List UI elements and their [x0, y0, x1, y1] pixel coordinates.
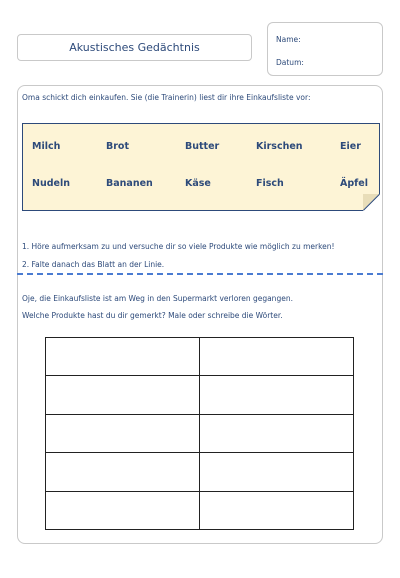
- list-item: Käse: [185, 178, 211, 189]
- worksheet-title: Akustisches Gedächtnis: [17, 34, 252, 61]
- answer-cell[interactable]: [46, 376, 200, 414]
- list-item: Bananen: [106, 178, 153, 189]
- answer-grid: [45, 337, 354, 530]
- question-line-2: Welche Produkte hast du dir gemerkt? Male oder schreibe die Wörter.: [22, 311, 283, 320]
- question-line-1: Oje, die Einkaufsliste ist am Weg in den Supermarkt verloren gegangen.: [22, 294, 293, 303]
- list-item: Äpfel: [340, 178, 368, 189]
- folded-corner-icon: [363, 194, 380, 211]
- shopping-list-note: [22, 123, 380, 211]
- instruction-2: 2. Falte danach das Blatt an der Linie.: [22, 260, 165, 269]
- list-item: Milch: [32, 141, 61, 152]
- answer-cell[interactable]: [46, 414, 200, 452]
- list-item: Butter: [185, 141, 220, 152]
- answer-cell[interactable]: [46, 491, 200, 529]
- answer-cell[interactable]: [200, 453, 354, 491]
- list-item: Kirschen: [256, 141, 303, 152]
- answer-cell[interactable]: [200, 338, 354, 376]
- answer-cell[interactable]: [200, 376, 354, 414]
- date-label: Datum:: [276, 58, 304, 67]
- list-item: Brot: [106, 141, 129, 152]
- name-date-box: [267, 22, 383, 76]
- answer-cell[interactable]: [46, 338, 200, 376]
- list-item: Eier: [340, 141, 361, 152]
- list-item: Nudeln: [32, 178, 70, 189]
- name-label: Name:: [276, 35, 301, 44]
- fold-line: [17, 273, 383, 275]
- instruction-1: 1. Höre aufmerksam zu und versuche dir so viele Produkte wie möglich zu merken!: [22, 242, 335, 251]
- answer-cell[interactable]: [46, 453, 200, 491]
- list-item: Fisch: [256, 178, 284, 189]
- intro-text: Oma schickt dich einkaufen. Sie (die Trainerin) liest dir ihre Einkaufsliste vor:: [22, 93, 311, 102]
- answer-cell[interactable]: [200, 491, 354, 529]
- answer-cell[interactable]: [200, 414, 354, 452]
